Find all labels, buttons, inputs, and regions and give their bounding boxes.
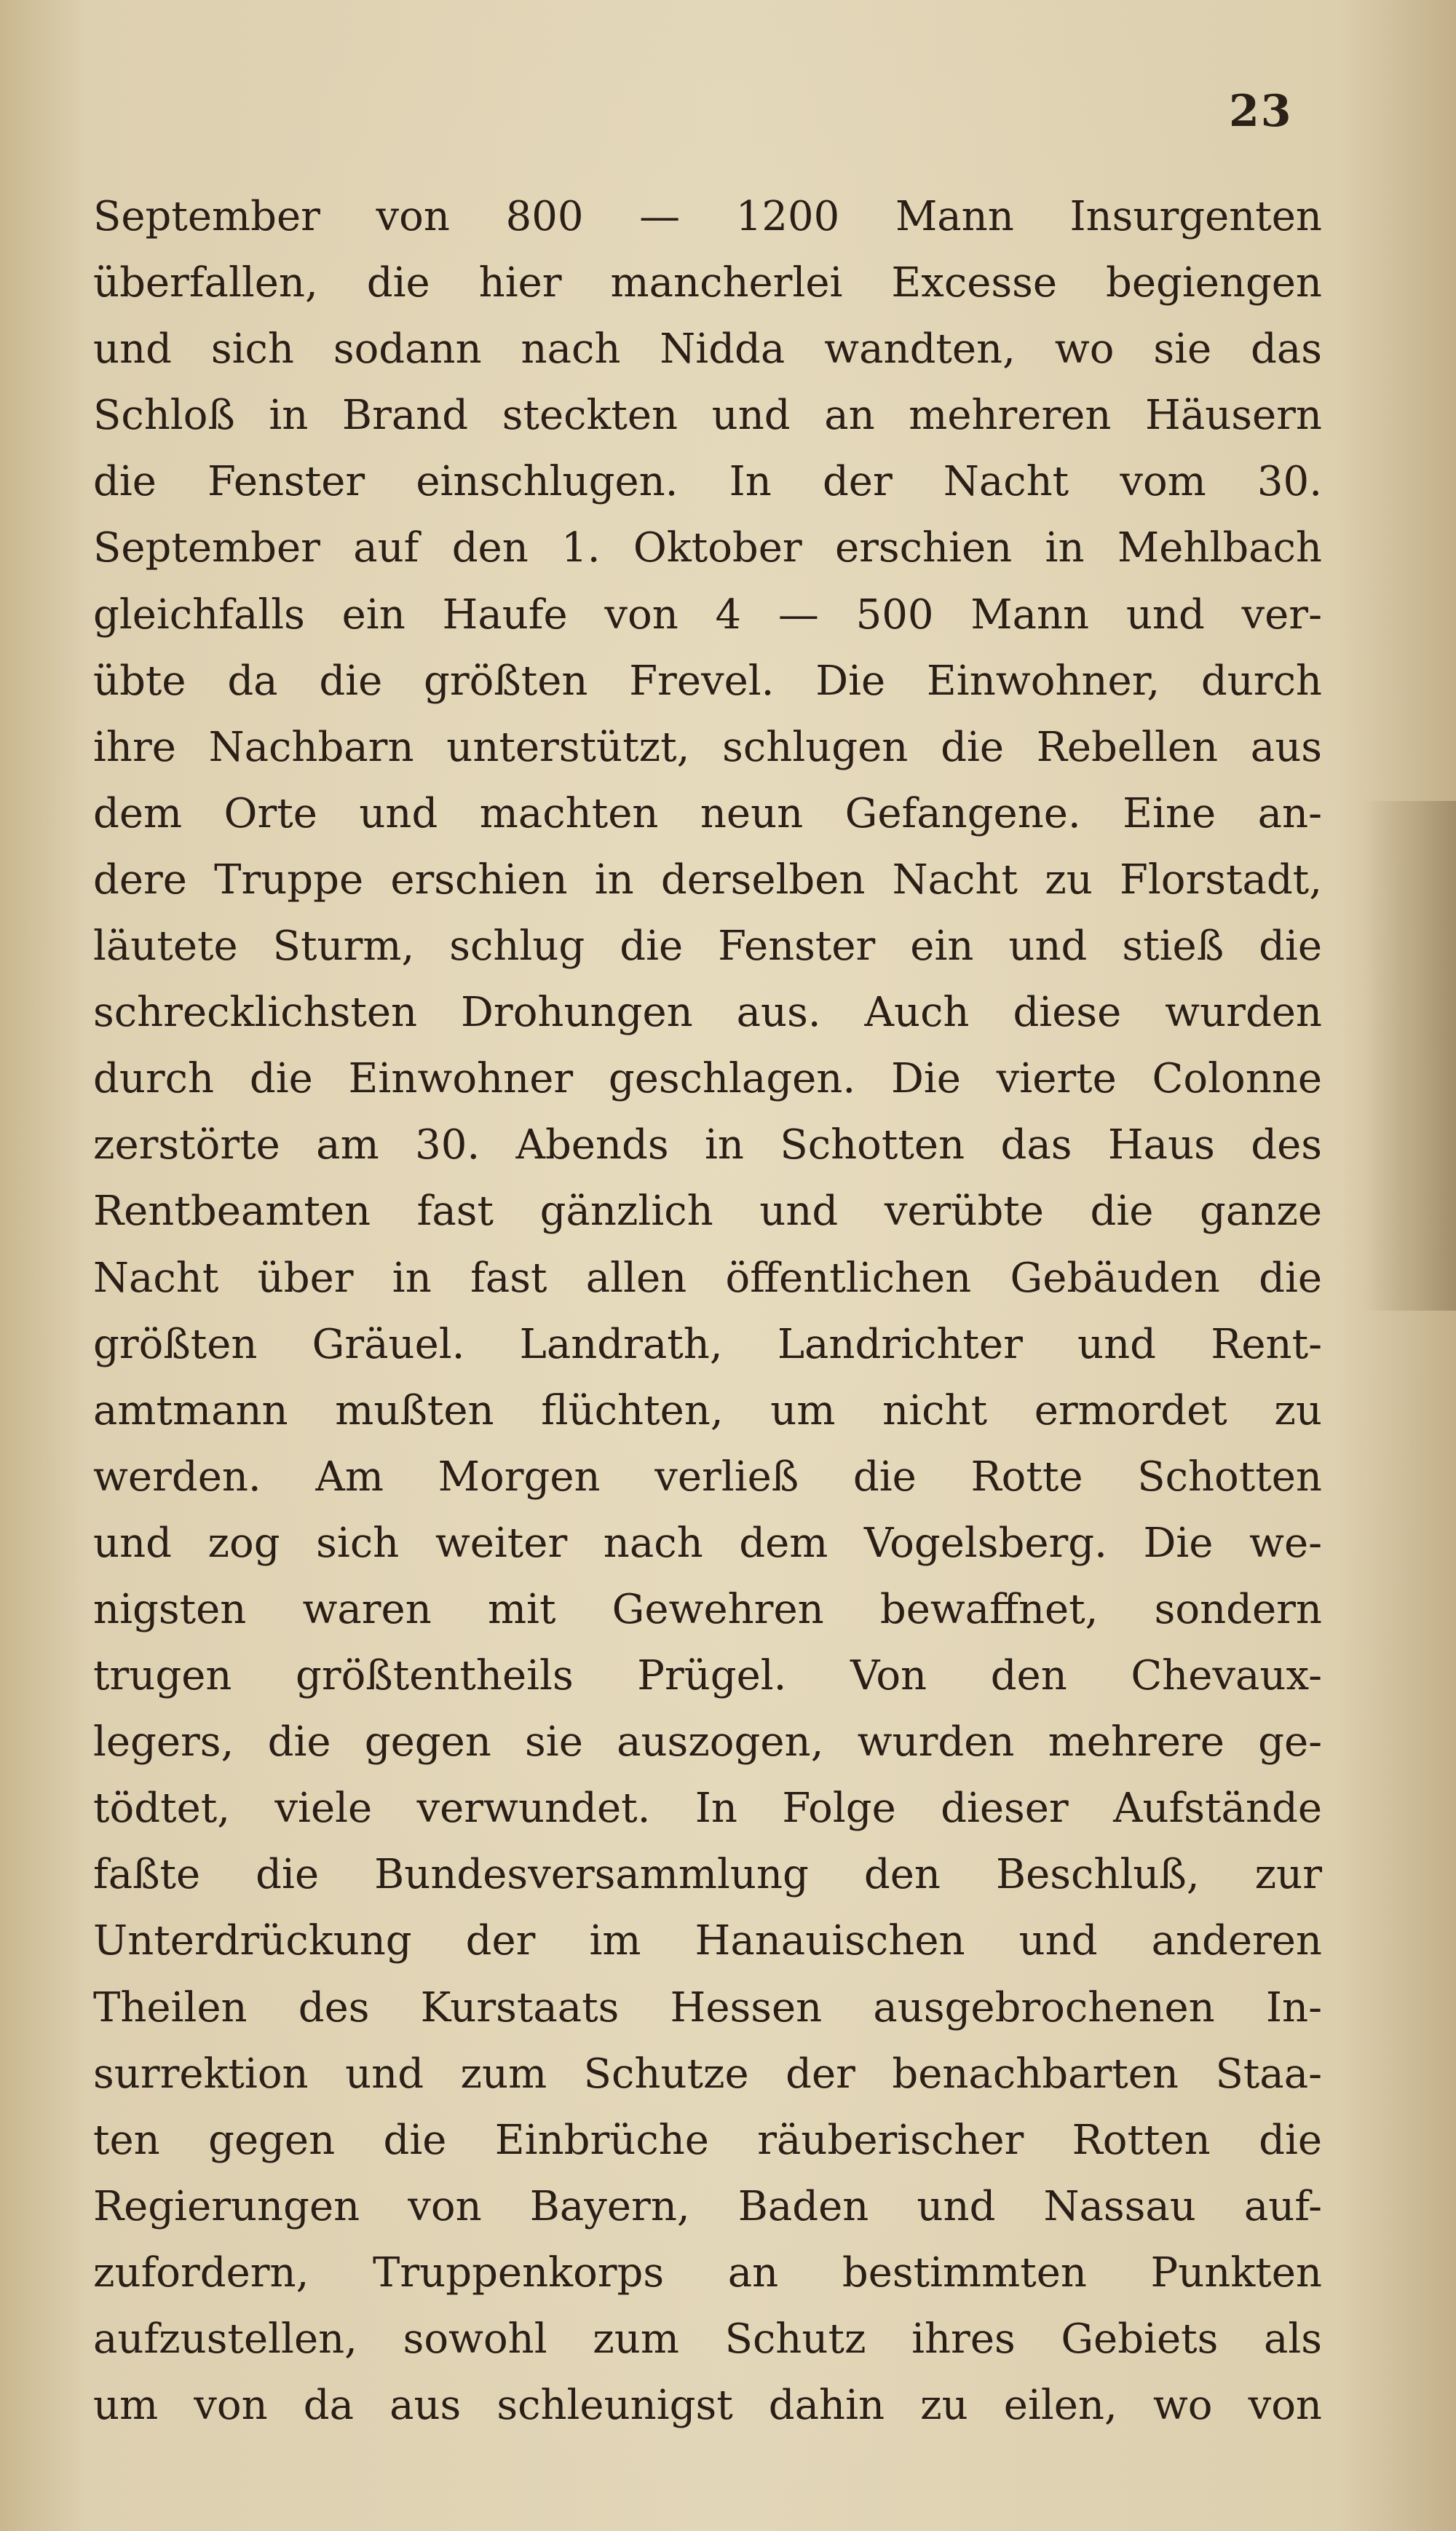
text-line: durch die Einwohner geschlagen. Die vierte Colonne xyxy=(93,1055,1322,1103)
text-line: Theilen des Kurstaats Hessen ausgebrochenen In- xyxy=(93,1983,1322,2031)
text-line: werden. Am Morgen verließ die Rotte Schotten xyxy=(93,1453,1322,1501)
text-line: zufordern, Truppenkorps an bestimmten Punkten xyxy=(93,2248,1322,2297)
text-line: Regierungen von Bayern, Baden und Nassau auf- xyxy=(93,2182,1322,2230)
text-line: gleichfalls ein Haufe von 4 — 500 Mann und ver- xyxy=(93,591,1322,639)
text-line: zerstörte am 30. Abends in Schotten das Haus des xyxy=(93,1121,1322,1169)
text-line: überfallen, die hier mancherlei Excesse begiengen xyxy=(93,259,1322,307)
text-line: ihre Nachbarn unterstützt, schlugen die Rebellen aus xyxy=(93,723,1322,771)
text-line: größten Gräuel. Landrath, Landrichter und Rent- xyxy=(93,1320,1322,1368)
text-line: und sich sodann nach Nidda wandten, wo sie das xyxy=(93,325,1322,374)
text-line: legers, die gegen sie auszogen, wurden mehrere ge- xyxy=(93,1718,1322,1766)
page-number: 23 xyxy=(1229,86,1293,137)
text-line: Unterdrückung der im Hanauischen und anderen xyxy=(93,1917,1322,1965)
text-line: um von da aus schleunigst dahin zu eilen, wo von xyxy=(93,2382,1322,2430)
text-line: übte da die größten Frevel. Die Einwohner, durch xyxy=(93,657,1322,705)
text-line: nigsten waren mit Gewehren bewaffnet, sondern xyxy=(93,1585,1322,1633)
text-line: läutete Sturm, schlug die Fenster ein und stieß die xyxy=(93,923,1322,971)
text-line: Nacht über in fast allen öffentlichen Gebäuden die xyxy=(93,1254,1322,1302)
text-line: tödtet, viele verwundet. In Folge dieser Aufstände xyxy=(93,1785,1322,1833)
text-line: dem Orte und machten neun Gefangene. Eine an- xyxy=(93,789,1322,837)
text-line: aufzustellen, sowohl zum Schutz ihres Gebiets als xyxy=(93,2315,1322,2363)
text-line: und zog sich weiter nach dem Vogelsberg. Die we- xyxy=(93,1519,1322,1567)
text-line: Rentbeamten fast gänzlich und verübte die ganze xyxy=(93,1188,1322,1236)
text-line: amtmann mußten flüchten, um nicht ermordet zu xyxy=(93,1386,1322,1434)
text-line: faßte die Bundesversammlung den Beschluß, zur xyxy=(93,1851,1322,1899)
text-line: ten gegen die Einbrüche räuberischer Rotten die xyxy=(93,2116,1322,2164)
text-line: trugen größtentheils Prügel. Von den Chevaux- xyxy=(93,1652,1322,1700)
body-text xyxy=(93,183,1322,2439)
text-line: surrektion und zum Schutze der benachbarten Staa- xyxy=(93,2050,1322,2098)
text-line: Schloß in Brand steckten und an mehreren Häusern xyxy=(93,392,1322,440)
text-line: schrecklichsten Drohungen aus. Auch diese wurden xyxy=(93,989,1322,1037)
text-line: dere Truppe erschien in derselben Nacht zu Florstadt, xyxy=(93,856,1322,904)
text-line: September auf den 1. Oktober erschien in Mehlbach xyxy=(93,524,1322,572)
text-line: September von 800 — 1200 Mann Insurgenten xyxy=(93,193,1322,240)
text-line: die Fenster einschlugen. In der Nacht vom 30. xyxy=(93,458,1322,506)
page-edge-stain xyxy=(1361,801,1456,1311)
